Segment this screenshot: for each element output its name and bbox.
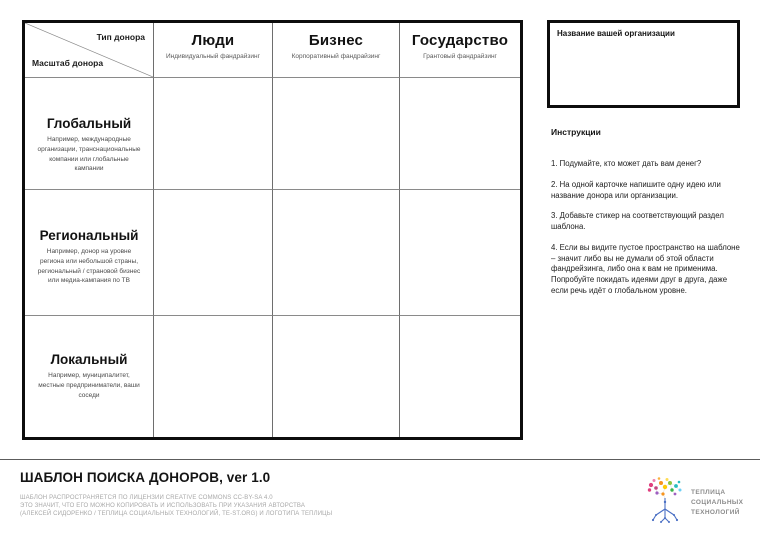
column-title: Государство [411,32,509,49]
column-header-business [272,23,399,77]
matrix-cell-local-business [272,315,399,437]
row-header-local [25,315,153,437]
corner-label-donor-scale: Масштаб донора [32,58,104,68]
matrix-cell-regional-government [399,189,520,315]
row-title: Региональный [39,228,139,243]
donor-matrix-table [22,20,523,440]
matrix-cell-global-government [399,77,520,189]
instructions-panel [551,127,741,307]
instruction-step-3: 3. Добавьте стикер на соответствующий раздел шаблона. [551,211,724,231]
matrix-cell-regional-people [153,189,272,315]
teplitsa-logo-text [691,488,743,518]
organization-name-box [547,20,740,108]
column-header-government [399,23,520,77]
row-subtitle: Например, донор на уровне региона или небольшой страны, региональный / страновой бизнес или медиа-кампания по ТВ [37,248,141,285]
matrix-cell-local-people [153,315,272,437]
matrix-cell-global-people [153,77,272,189]
column-subtitle: Индивидуальный фандрайзинг [165,53,260,60]
row-title: Локальный [50,352,128,367]
column-title: Бизнес [308,32,364,49]
license-line: ШАБЛОН РАСПРОСТРАНЯЕТСЯ ПО ЛИЦЕНЗИИ CREATIVE COMMONS CC-BY-SA 4.0 [20,495,273,501]
column-title: Люди [191,32,235,49]
instruction-step-1: 1. Подумайте, кто может дать вам денег? [551,159,702,168]
row-subtitle: Например, муниципалитет, местные предприниматели, ваши соседи [38,372,140,399]
matrix-cell-global-business [272,77,399,189]
organization-name-label: Название вашей организации [557,29,675,38]
row-title: Глобальный [46,116,132,131]
row-header-regional [25,189,153,315]
column-subtitle: Грантовый фандрайзинг [423,53,497,60]
column-subtitle: Корпоративный фандрайзинг [291,53,381,60]
corner-label-donor-type: Тип донора [96,32,145,42]
row-header-global [25,77,153,189]
footer-divider-line [0,459,760,460]
license-line: (АЛЕКСЕЙ СИДОРЕНКО / ТЕПЛИЦА СОЦИАЛЬНЫХ ТЕХНОЛОГИЙ, TE-ST.ORG) И ЛОГОТИПА ТЕПЛИЦЫ [20,510,333,517]
matrix-cell-regional-business [272,189,399,315]
instructions-title: Инструкции [551,127,601,137]
matrix-corner-cell [25,23,153,77]
row-subtitle: Например, международные организации, транснациональные компании или глобальные кампании [37,136,141,173]
license-line: ЭТО ЗНАЧИТ, ЧТО ЕГО МОЖНО КОПИРОВАТЬ И ИСПОЛЬЗОВАТЬ ПРИ УКАЗАНИЯ АВТОРСТВА [20,502,306,509]
logo-text-line: СОЦИАЛЬНЫХ [691,499,744,507]
logo-text-line: ТЕХНОЛОГИЙ [691,509,740,517]
template-title: ШАБЛОН ПОИСКА ДОНОРОВ, ver 1.0 [20,470,271,485]
teplitsa-tree-logo-icon [645,476,685,526]
license-text-block [20,495,332,519]
logo-text-line: ТЕПЛИЦА [691,489,726,496]
instruction-step-4: 4. Если вы видите пустое пространство на шаблоне – значит либо вы не думали об этой области фандрейзинга, либо она к вам не применима. Попробуйте покидать идеями друг в друга, даже если речь идёт о глобальном уровне. [551,242,740,295]
instruction-step-2: 2. На одной карточке напишите одну идею или название донора или организации. [551,179,721,200]
column-header-people [153,23,272,77]
matrix-cell-local-government [399,315,520,437]
